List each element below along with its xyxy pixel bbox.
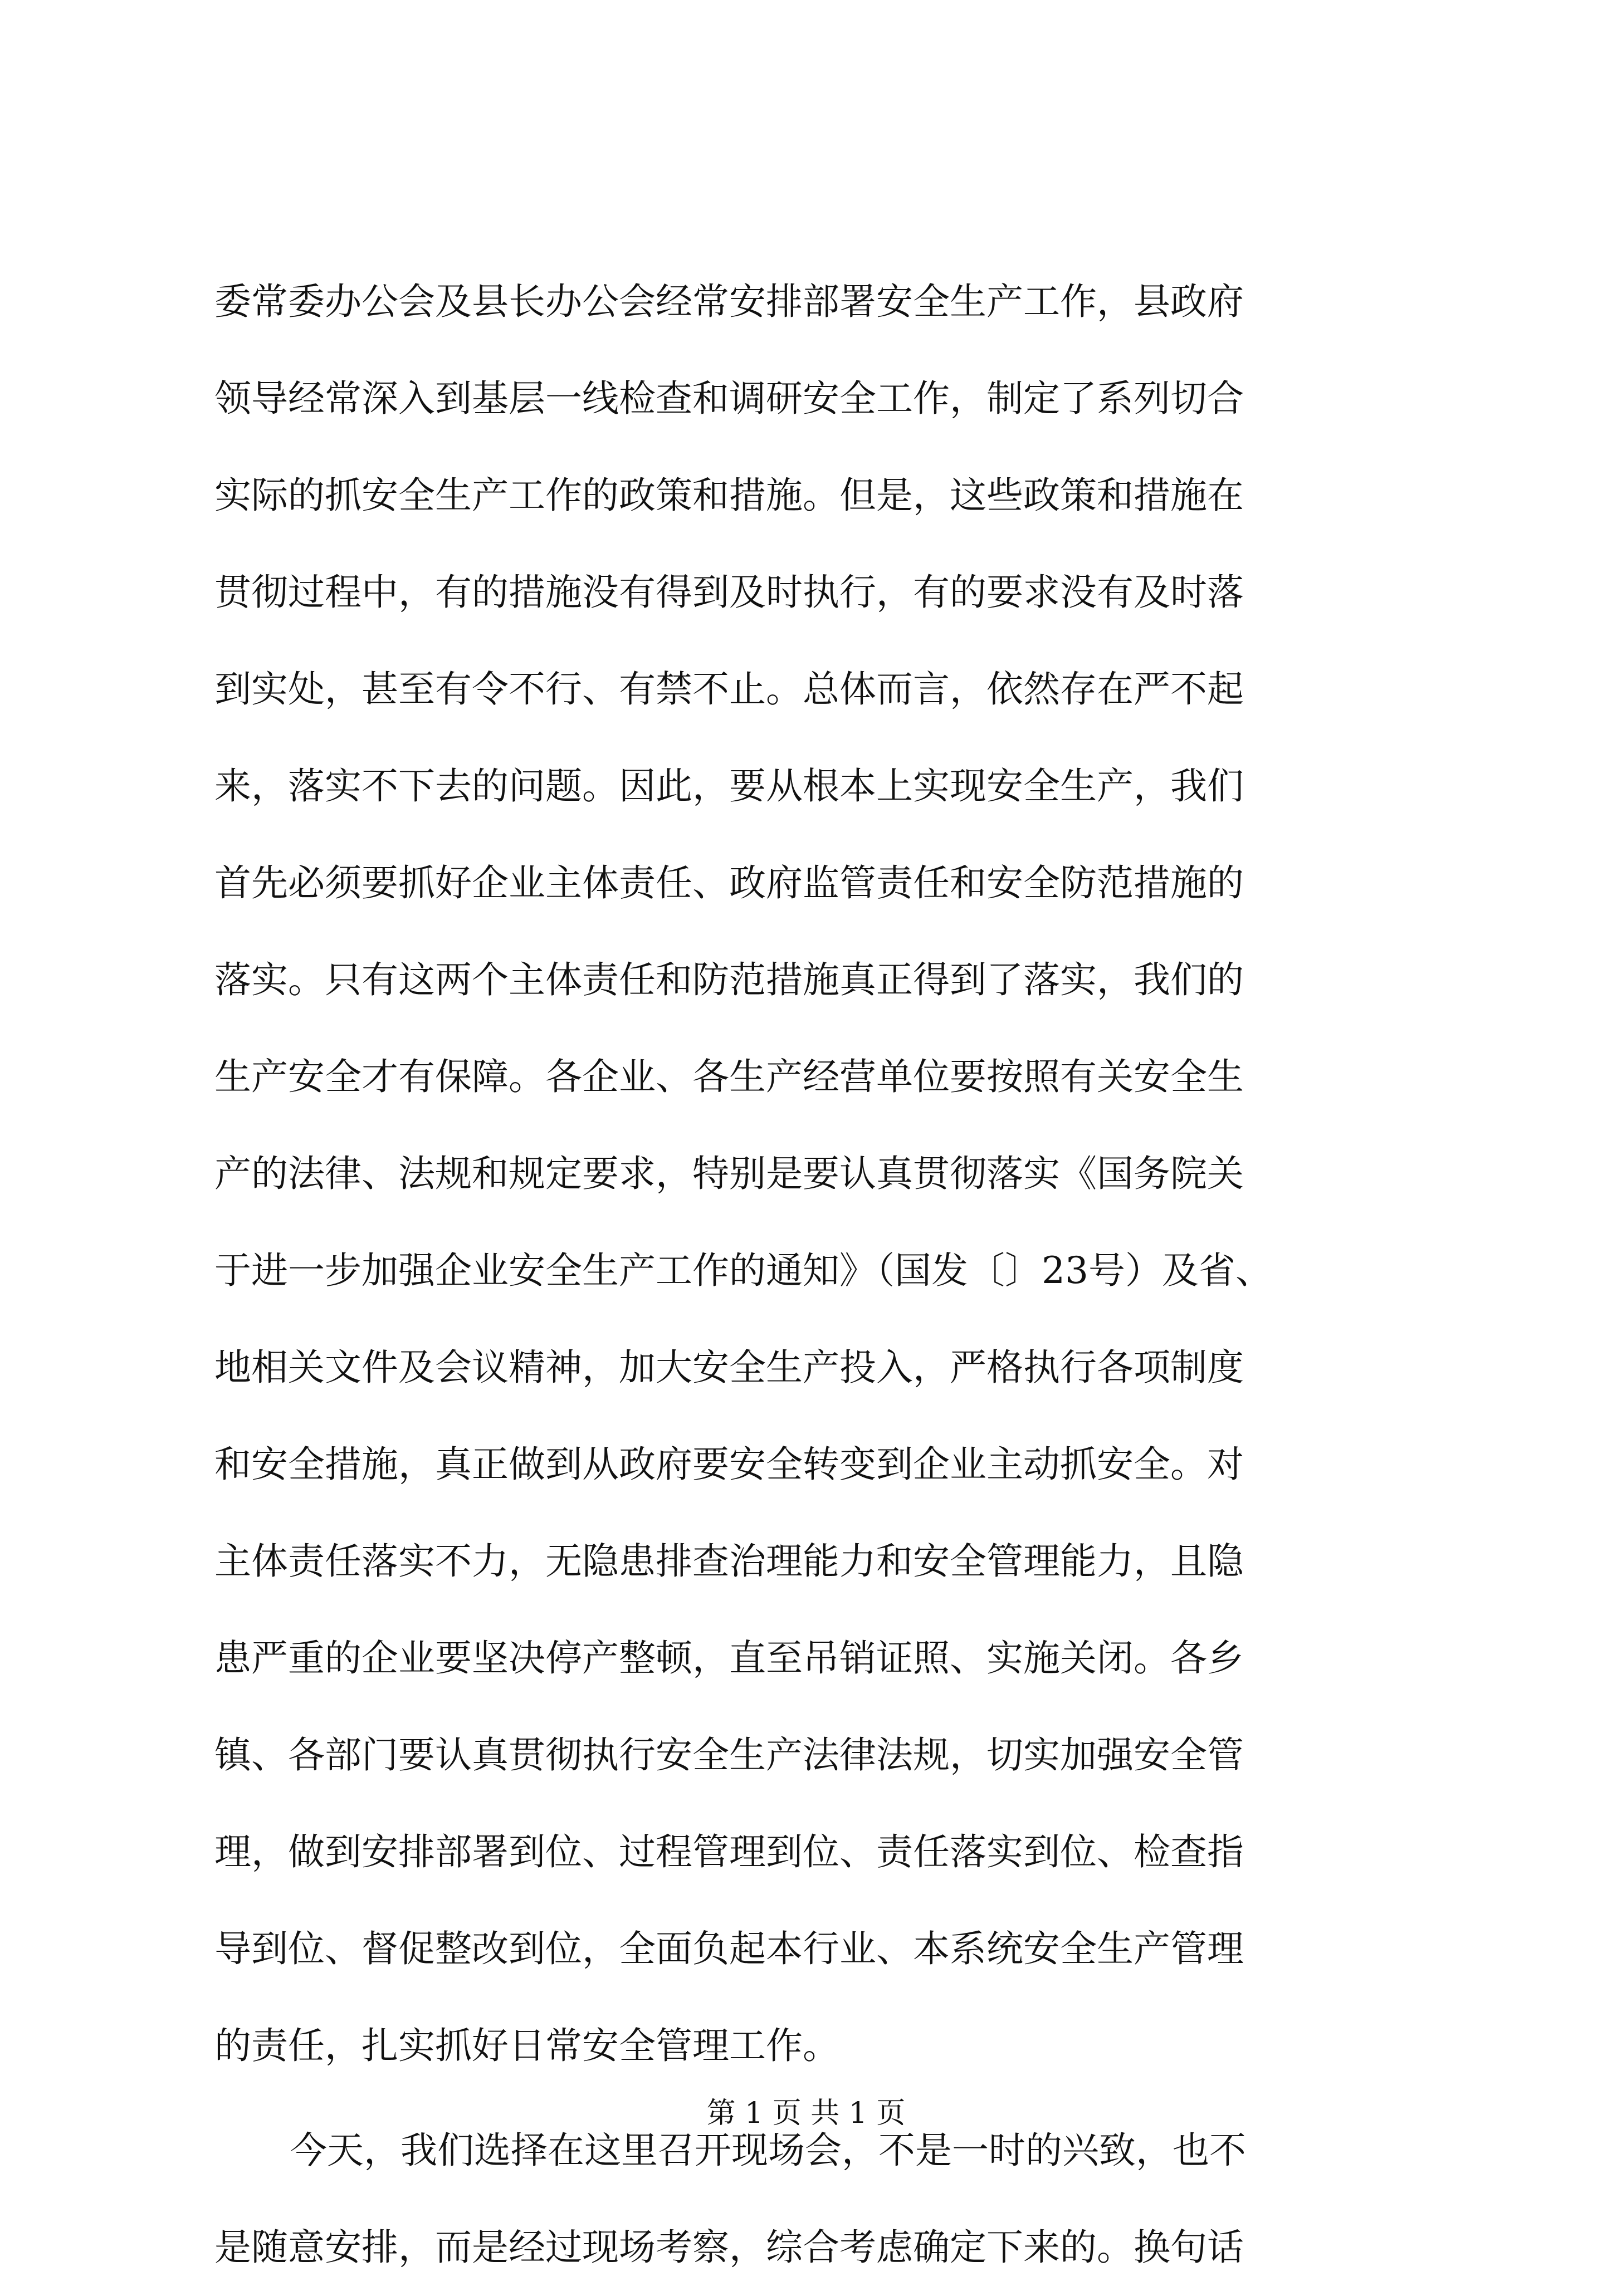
- text-line: 于进一步加强企业安全生产工作的通知》（国发〔〕23号）及省、: [214, 1249, 1272, 1292]
- text-line: 是随意安排，而是经过现场考察，综合考虑确定下来的。换句话: [214, 2226, 1244, 2269]
- text-line: 委常委办公会及县长办公会经常安排部署安全生产工作，县政府: [214, 280, 1244, 323]
- text-line: 到实处，甚至有令不行、有禁不止。总体而言，依然存在严不起: [214, 668, 1244, 711]
- text-line: 贯彻过程中，有的措施没有得到及时执行，有的要求没有及时落: [214, 571, 1244, 614]
- text-line: 生产安全才有保障。各企业、各生产经营单位要按照有关安全生: [214, 1055, 1244, 1098]
- text-line: 理，做到安排部署到位、过程管理到位、责任落实到位、检查指: [214, 1830, 1244, 1873]
- text-line: 镇、各部门要认真贯彻执行安全生产法律法规，切实加强安全管: [214, 1734, 1244, 1776]
- text-line: 产的法律、法规和规定要求，特别是要认真贯彻落实《国务院关: [214, 1152, 1244, 1195]
- document-body: [214, 253, 1406, 2296]
- text-line: 首先必须要抓好企业主体责任、政府监管责任和安全防范措施的: [214, 861, 1244, 904]
- text-line: 导到位、督促整改到位，全面负起本行业、本系统安全生产管理: [214, 1927, 1244, 1970]
- text-line: 患严重的企业要坚决停产整顿，直至吊销证照、实施关闭。各乡: [214, 1637, 1244, 1680]
- text-line: 和安全措施，真正做到从政府要安全转变到企业主动抓安全。对: [214, 1443, 1244, 1486]
- text-line: 领导经常深入到基层一线检查和调研安全工作，制定了系列切合: [214, 377, 1244, 420]
- text-line: 的责任，扎实抓好日常安全管理工作。: [214, 2024, 839, 2067]
- text-line: 实际的抓安全生产工作的政策和措施。但是，这些政策和措施在: [214, 474, 1244, 517]
- paragraph-1: [214, 253, 1406, 2094]
- text-line: 来，落实不下去的问题。因此，要从根本上实现安全生产，我们: [214, 765, 1244, 807]
- text-line: 今天，我们选择在这里召开现场会，不是一时的兴致，也不: [290, 2129, 1246, 2172]
- text-line: 主体责任落实不力，无隐患排查治理能力和安全管理能力，且隐: [214, 1540, 1244, 1583]
- page-footer: 第 1 页 共 1 页: [706, 2097, 906, 2130]
- text-line: 地相关文件及会议精神，加大安全生产投入，严格执行各项制度: [214, 1346, 1244, 1389]
- text-line: 落实。只有这两个主体责任和防范措施真正得到了落实，我们的: [214, 958, 1244, 1001]
